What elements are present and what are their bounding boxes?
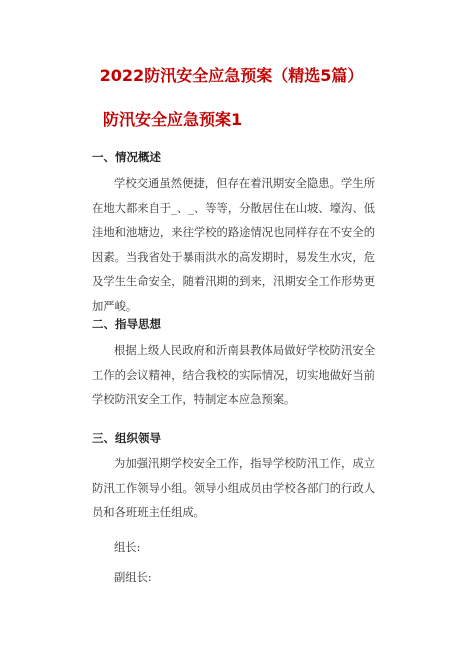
- section-heading-situation: 一、情况概述: [92, 150, 161, 164]
- team-leader-line: 组长:: [114, 541, 141, 554]
- section-subtitle: 防汛安全应急预案1: [103, 110, 243, 129]
- section-heading-organization: 三、组织领导: [92, 431, 161, 445]
- section-heading-guideline: 二、指导思想: [92, 317, 161, 331]
- paragraph-situation: 学校交通虽然便捷，但存在着汛期安全隐患。学生所在地大都来自于_、_、等等，分散居住在山坡、壕沟、低洼地和池塘边，来往学校的路途情况也同样存在不安全的因素。当我省处于暴雨洪水的高发期时，易发生水灾，危及学生生命安全，随着汛期的到来，汛期安全工作形势更加严峻。: [92, 177, 375, 313]
- document-title: 2022防汛安全应急预案（精选5篇）: [99, 66, 364, 85]
- deputy-leader-line: 副组长:: [114, 571, 152, 584]
- paragraph-organization: 为加强汛期学校安全工作，指导学校防汛工作，成立防汛工作领导小组。领导小组成员由学校各部门的行政人员和各班班主任组成。: [92, 457, 375, 520]
- paragraph-guideline: 根据上级人民政府和沂南县教体局做好学校防汛安全工作的会议精神，结合我校的实际情况，切实地做好当前学校防汛安全工作，特制定本应急预案。: [92, 344, 375, 407]
